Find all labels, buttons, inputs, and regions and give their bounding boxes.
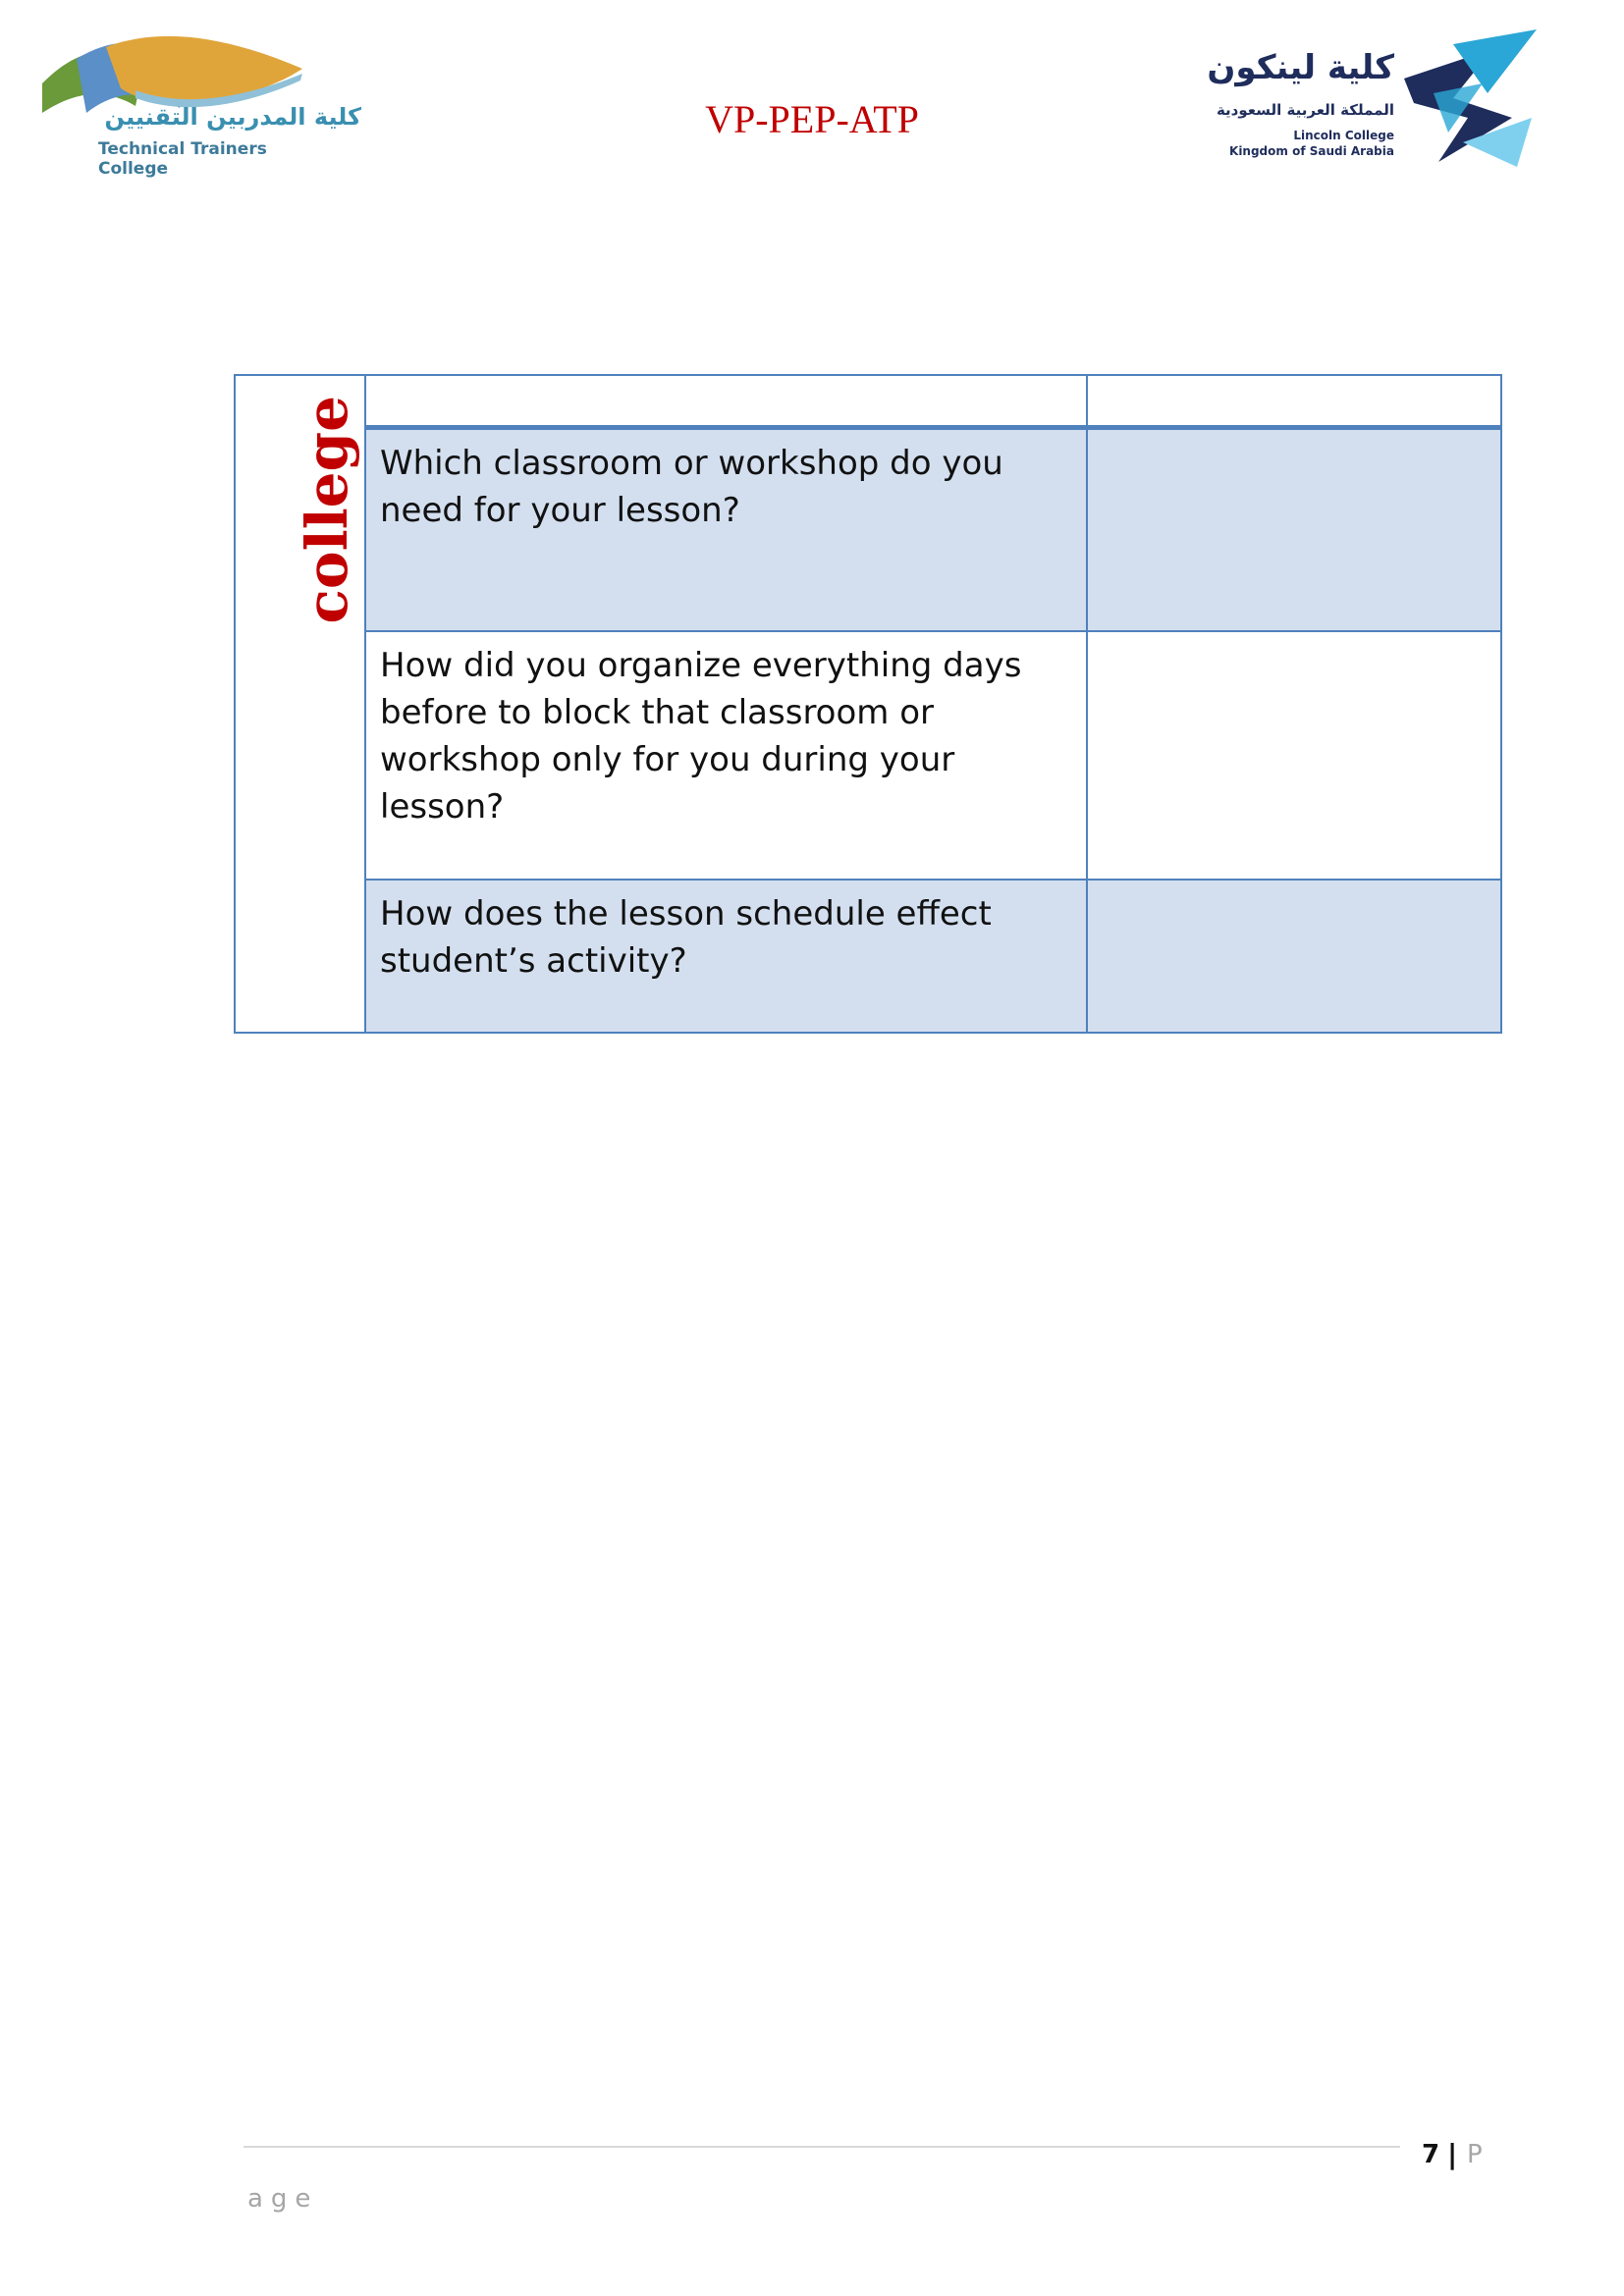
table-header-row xyxy=(235,375,1501,428)
left-logo-english-name: Technical Trainers College xyxy=(98,139,267,179)
header-question-cell xyxy=(365,375,1087,428)
right-logo-english-country: Kingdom of Saudi Arabia xyxy=(1229,144,1394,158)
lincoln-college-logo xyxy=(1198,25,1542,172)
answer-cell[interactable] xyxy=(1087,631,1501,880)
right-logo-english-name: Lincoln College xyxy=(1293,129,1394,142)
question-table xyxy=(234,374,1502,1034)
table-row xyxy=(235,880,1501,1033)
page-separator: | xyxy=(1447,2138,1458,2170)
question-text: How did you organize everything days before to block that classroom or workshop only for you during your lesson? xyxy=(380,646,1022,827)
right-logo-arabic-country: المملكة العربية السعودية xyxy=(1216,101,1394,119)
side-label: college xyxy=(294,396,360,624)
left-logo-arabic-name: كلية المدربين التقنيين xyxy=(104,103,361,131)
question-cell xyxy=(365,631,1087,880)
question-cell xyxy=(365,428,1087,632)
answer-cell[interactable] xyxy=(1087,428,1501,632)
header-answer-cell xyxy=(1087,375,1501,428)
table-row xyxy=(235,631,1501,880)
footer-divider xyxy=(244,2146,1400,2148)
question-text: Which classroom or workshop do you need for your lesson? xyxy=(380,444,1003,530)
page-word-start: P xyxy=(1467,2140,1483,2169)
answer-text xyxy=(1088,430,1500,440)
question-text: How does the lesson schedule effect student’s activity? xyxy=(380,894,992,981)
answer-text xyxy=(1088,881,1500,890)
right-logo-arabic-name: كلية لينكون xyxy=(1207,48,1394,87)
side-label-cell xyxy=(235,375,365,1033)
lincoln-emblem-icon xyxy=(1394,25,1542,172)
page-word-rest: age xyxy=(247,2184,319,2214)
page-number: 7 xyxy=(1422,2140,1440,2169)
question-cell xyxy=(365,880,1087,1033)
answer-text xyxy=(1088,632,1500,642)
table-row xyxy=(235,428,1501,632)
document-code: VP-PEP-ATP xyxy=(705,97,919,141)
answer-cell[interactable] xyxy=(1087,880,1501,1033)
